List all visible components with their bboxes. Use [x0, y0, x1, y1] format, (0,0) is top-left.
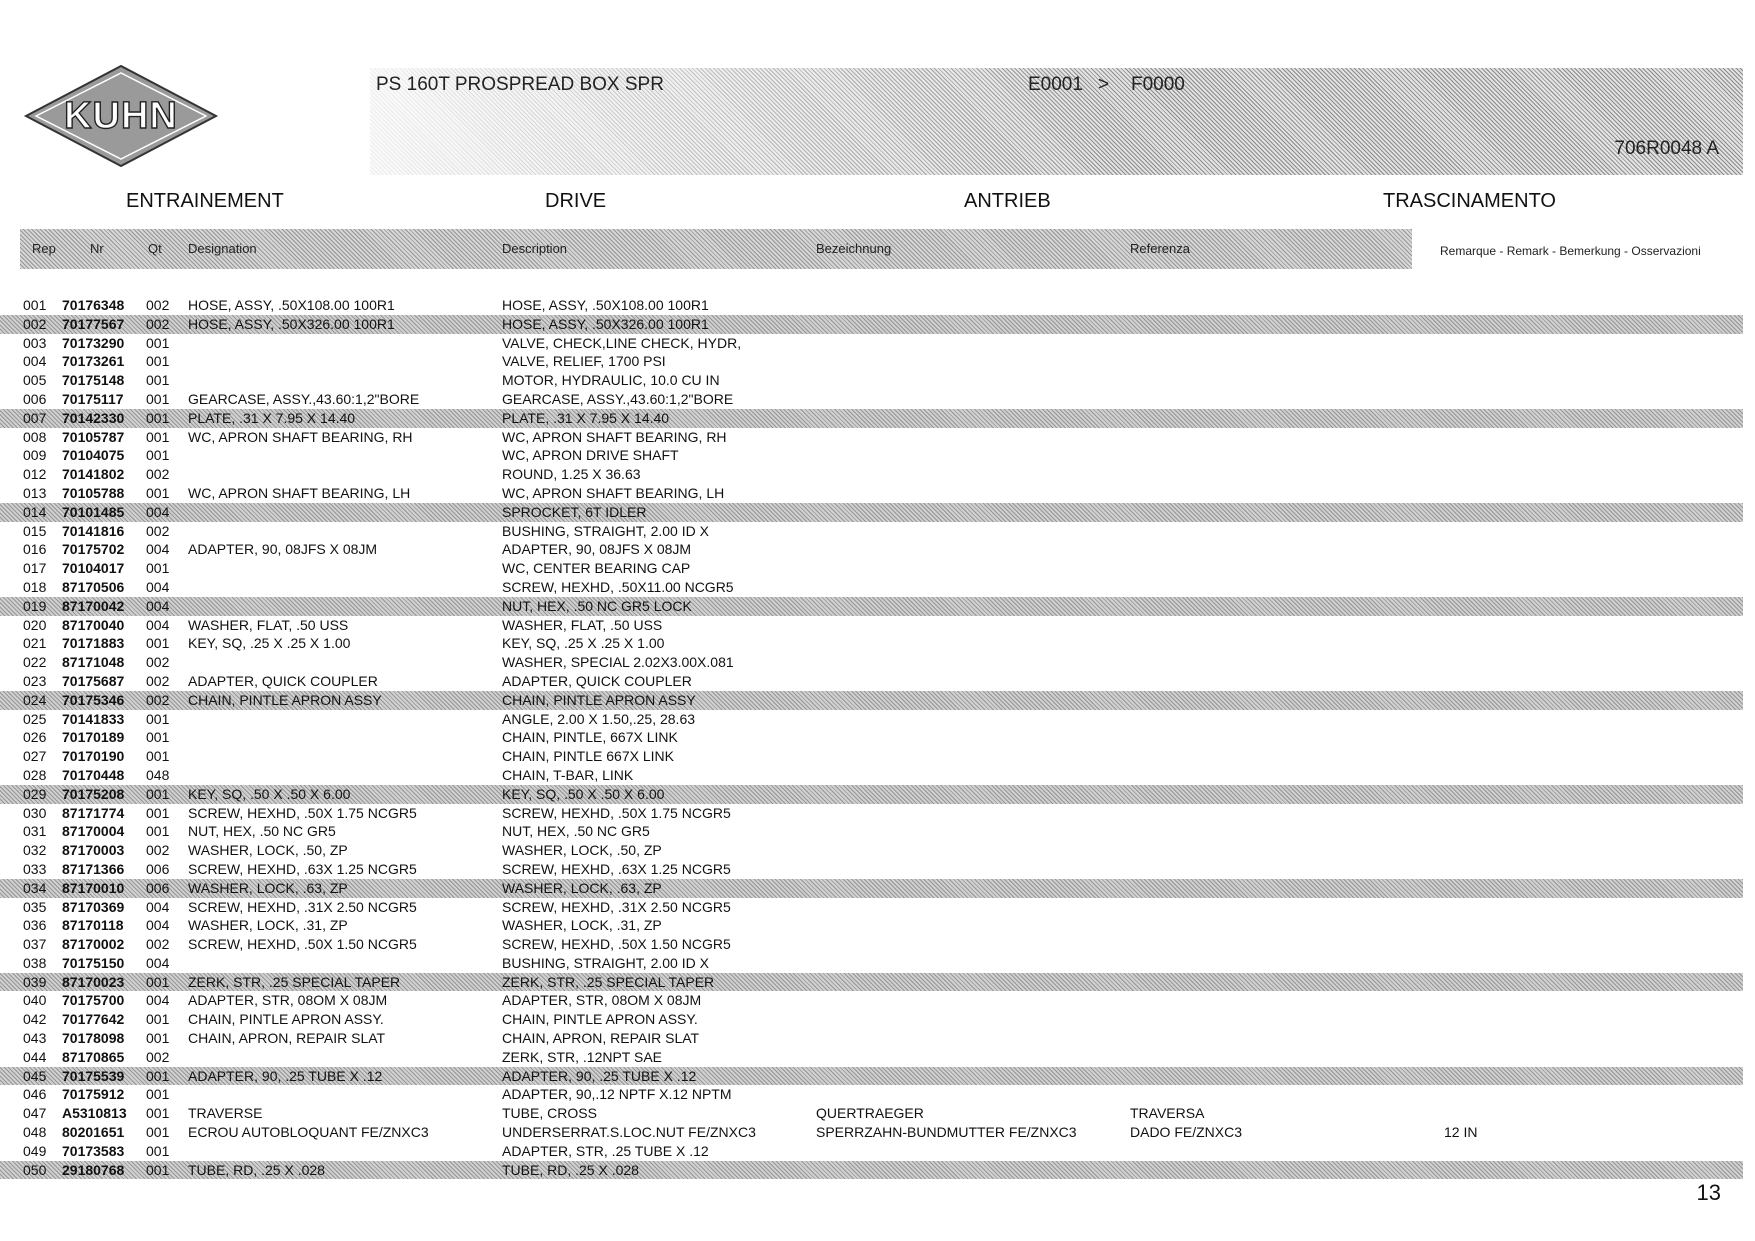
table-row	[0, 522, 1743, 541]
part-qty: 006	[146, 860, 170, 877]
part-designation-fr: GEARCASE, ASSY.,43.60:1,2"BORE	[188, 390, 420, 407]
table-row	[0, 804, 1743, 823]
part-qty: 002	[146, 654, 170, 671]
part-qty: 001	[146, 823, 170, 840]
part-number: 70175702	[62, 541, 125, 558]
part-designation-fr: ZERK, STR, .25 SPECIAL TAPER	[188, 973, 401, 990]
part-rep: 019	[23, 597, 47, 614]
part-number: 87170002	[62, 936, 125, 953]
part-number: 87170865	[62, 1048, 125, 1065]
part-rep: 022	[23, 654, 47, 671]
part-description-en: WC, APRON DRIVE SHAFT	[502, 447, 679, 464]
table-row	[0, 991, 1743, 1010]
part-qty: 002	[146, 672, 170, 689]
part-rep: 032	[23, 842, 47, 859]
part-designation-fr: WASHER, LOCK, .31, ZP	[188, 917, 348, 934]
part-rep: 023	[23, 672, 47, 689]
part-number: 87170040	[62, 616, 125, 633]
serial-from: E0001	[1028, 74, 1083, 95]
table-row	[0, 503, 1743, 522]
part-number: 87171048	[62, 654, 125, 671]
part-qty: 001	[146, 334, 170, 351]
part-description-en: CHAIN, T-BAR, LINK	[502, 766, 634, 783]
part-designation-fr: WC, APRON SHAFT BEARING, LH	[188, 484, 411, 501]
document-reference: 706R0048 A	[1614, 138, 1719, 159]
part-rep: 046	[23, 1086, 47, 1103]
section-title-en: DRIVE	[545, 190, 607, 212]
table-row	[0, 1048, 1743, 1067]
part-number: 70178098	[62, 1030, 125, 1047]
table-row	[0, 409, 1743, 428]
part-qty: 001	[146, 635, 170, 652]
part-number: 70175912	[62, 1086, 125, 1103]
table-row	[0, 728, 1743, 747]
part-rep: 003	[23, 334, 47, 351]
part-description-en: GEARCASE, ASSY.,43.60:1,2"BORE	[502, 390, 734, 407]
part-number: 70170190	[62, 748, 125, 765]
part-rep: 040	[23, 992, 47, 1009]
part-qty: 001	[146, 447, 170, 464]
part-number: 70177642	[62, 1011, 125, 1028]
table-row	[0, 315, 1743, 334]
table-row	[0, 296, 1743, 315]
part-rep: 037	[23, 936, 47, 953]
part-qty: 001	[146, 484, 170, 501]
part-qty: 004	[146, 578, 170, 595]
part-description-en: WASHER, LOCK, .31, ZP	[502, 917, 662, 934]
part-designation-fr: WASHER, LOCK, .50, ZP	[188, 842, 348, 859]
part-rep: 039	[23, 973, 47, 990]
part-rep: 050	[23, 1161, 47, 1178]
part-description-en: WASHER, SPECIAL 2.02X3.00X.081	[502, 654, 734, 671]
part-qty: 004	[146, 917, 170, 934]
table-row	[0, 879, 1743, 898]
part-bezeichnung-de: SPERRZAHN-BUNDMUTTER FE/ZNXC3	[816, 1124, 1077, 1141]
col-header-designation: Designation	[188, 241, 257, 256]
col-header-rep: Rep	[32, 241, 56, 256]
part-designation-fr: CHAIN, PINTLE APRON ASSY	[188, 691, 382, 708]
part-qty: 002	[146, 466, 170, 483]
part-rep: 044	[23, 1048, 47, 1065]
part-rep: 006	[23, 390, 47, 407]
part-description-en: WC, CENTER BEARING CAP	[502, 560, 691, 577]
part-number: 70142330	[62, 409, 125, 426]
table-row	[0, 747, 1743, 766]
part-designation-fr: HOSE, ASSY, .50X108.00 100R1	[188, 297, 395, 313]
part-number: 70175346	[62, 691, 125, 708]
part-number: 70175539	[62, 1067, 125, 1084]
table-row	[0, 785, 1743, 804]
part-designation-fr: ADAPTER, 90, 08JFS X 08JM	[188, 541, 378, 558]
part-designation-fr: WASHER, LOCK, .63, ZP	[188, 879, 348, 896]
part-qty: 004	[146, 992, 170, 1009]
part-number: 70105788	[62, 484, 125, 501]
part-designation-fr: KEY, SQ, .25 X .25 X 1.00	[188, 635, 351, 652]
part-number: 87170003	[62, 842, 125, 859]
part-number: 70170448	[62, 766, 125, 783]
part-description-en: ROUND, 1.25 X 36.63	[502, 466, 641, 483]
part-number: 70141816	[62, 522, 125, 539]
part-designation-fr: ADAPTER, STR, 08OM X 08JM	[188, 992, 388, 1009]
part-qty: 001	[146, 1011, 170, 1028]
part-bezeichnung-de: QUERTRAEGER	[816, 1105, 924, 1122]
table-row	[0, 935, 1743, 954]
table-row	[0, 634, 1743, 653]
part-rep: 049	[23, 1142, 47, 1159]
part-description-en: WC, APRON SHAFT BEARING, LH	[502, 484, 725, 501]
table-row	[0, 691, 1743, 710]
part-description-en: ZERK, STR, .25 SPECIAL TAPER	[502, 973, 715, 990]
table-row	[0, 559, 1743, 578]
part-number: 87171366	[62, 860, 125, 877]
part-rep: 009	[23, 447, 47, 464]
part-description-en: SCREW, HEXHD, .50X 1.75 NCGR5	[502, 804, 731, 821]
part-rep: 033	[23, 860, 47, 877]
part-qty: 002	[146, 691, 170, 708]
part-rep: 002	[23, 315, 47, 332]
part-number: 70104017	[62, 560, 125, 577]
part-number: 29180768	[62, 1161, 125, 1178]
part-designation-fr: WC, APRON SHAFT BEARING, RH	[188, 428, 413, 445]
serial-to: F0000	[1131, 74, 1185, 95]
part-description-en: NUT, HEX, .50 NC GR5	[502, 823, 650, 840]
table-row	[0, 710, 1743, 729]
part-qty: 004	[146, 503, 170, 520]
table-row	[0, 540, 1743, 559]
part-qty: 001	[146, 1124, 170, 1141]
part-rep: 008	[23, 428, 47, 445]
section-title-fr: ENTRAINEMENT	[126, 190, 284, 212]
serial-separator: >	[1098, 74, 1110, 95]
table-row	[0, 1085, 1743, 1104]
table-row	[0, 1067, 1743, 1086]
part-designation-fr: ECROU AUTOBLOQUANT FE/ZNXC3	[188, 1124, 429, 1141]
col-header-referenza: Referenza	[1130, 241, 1190, 256]
table-row	[0, 334, 1743, 353]
part-qty: 001	[146, 1030, 170, 1047]
part-qty: 001	[146, 1161, 170, 1178]
part-qty: 001	[146, 353, 170, 370]
part-designation-fr: PLATE, .31 X 7.95 X 14.40	[188, 409, 356, 426]
part-number: 70175700	[62, 992, 125, 1009]
part-rep: 001	[23, 297, 47, 313]
col-header-description: Description	[502, 241, 568, 256]
part-description-en: NUT, HEX, .50 NC GR5 LOCK	[502, 597, 692, 614]
part-qty: 001	[146, 1142, 170, 1159]
part-description-en: VALVE, RELIEF, 1700 PSI	[502, 353, 666, 370]
part-qty: 001	[146, 804, 170, 821]
part-qty: 001	[146, 748, 170, 765]
part-designation-fr: ADAPTER, 90, .25 TUBE X .12	[188, 1067, 383, 1084]
part-number: 87170042	[62, 597, 125, 614]
part-designation-fr: ADAPTER, QUICK COUPLER	[188, 672, 378, 689]
table-row	[0, 597, 1743, 616]
part-number: 70177567	[62, 315, 125, 332]
part-qty: 001	[146, 1086, 170, 1103]
part-number: 70141802	[62, 466, 125, 483]
part-designation-fr: SCREW, HEXHD, .50X 1.50 NCGR5	[188, 936, 417, 953]
table-row	[0, 860, 1743, 879]
part-designation-fr: SCREW, HEXHD, .50X 1.75 NCGR5	[188, 804, 417, 821]
part-designation-fr: NUT, HEX, .50 NC GR5	[188, 823, 336, 840]
part-rep: 012	[23, 466, 47, 483]
table-row	[0, 954, 1743, 973]
part-description-en: MOTOR, HYDRAULIC, 10.0 CU IN	[502, 372, 720, 389]
part-description-en: ADAPTER, 90, 08JFS X 08JM	[502, 541, 692, 558]
part-qty: 001	[146, 729, 170, 746]
part-rep: 027	[23, 748, 47, 765]
part-description-en: WASHER, LOCK, .63, ZP	[502, 879, 662, 896]
part-number: 70104075	[62, 447, 125, 464]
part-description-en: SPROCKET, 6T IDLER	[502, 503, 647, 520]
part-rep: 035	[23, 898, 47, 915]
part-description-en: PLATE, .31 X 7.95 X 14.40	[502, 409, 670, 426]
part-rep: 021	[23, 635, 47, 652]
part-description-en: KEY, SQ, .50 X .50 X 6.00	[502, 785, 665, 802]
part-rep: 038	[23, 954, 47, 971]
part-number: 87171774	[62, 804, 125, 821]
part-qty: 002	[146, 936, 170, 953]
part-qty: 001	[146, 428, 170, 445]
part-rep: 025	[23, 710, 47, 727]
part-qty: 004	[146, 597, 170, 614]
part-number: 70173290	[62, 334, 125, 351]
part-number: 70175150	[62, 954, 125, 971]
part-rep: 013	[23, 484, 47, 501]
part-remark: 12 IN	[1444, 1124, 1478, 1141]
part-rep: 047	[23, 1105, 47, 1122]
part-description-en: SCREW, HEXHD, .63X 1.25 NCGR5	[502, 860, 731, 877]
section-title-de: ANTRIEB	[964, 190, 1051, 212]
col-header-nr: Nr	[90, 241, 104, 256]
part-description-en: ZERK, STR, .12NPT SAE	[502, 1048, 663, 1065]
part-number: 70173583	[62, 1142, 125, 1159]
table-row	[0, 1142, 1743, 1161]
part-number: 87170004	[62, 823, 125, 840]
table-row	[0, 578, 1743, 597]
table-row	[0, 352, 1743, 371]
part-designation-fr: HOSE, ASSY, .50X326.00 100R1	[188, 315, 395, 332]
part-number: 70170189	[62, 729, 125, 746]
part-number: 87170023	[62, 973, 125, 990]
document-title: PS 160T PROSPREAD BOX SPR	[376, 74, 664, 95]
part-rep: 034	[23, 879, 47, 896]
part-qty: 001	[146, 560, 170, 577]
part-rep: 030	[23, 804, 47, 821]
part-description-en: HOSE, ASSY, .50X326.00 100R1	[502, 315, 709, 332]
part-rep: 018	[23, 578, 47, 595]
table-row	[0, 484, 1743, 503]
col-header-bezeichnung: Bezeichnung	[816, 241, 892, 256]
table-row	[0, 446, 1743, 465]
part-description-en: ADAPTER, QUICK COUPLER	[502, 672, 692, 689]
part-description-en: ADAPTER, 90,.12 NPTF X.12 NPTM	[502, 1086, 732, 1103]
part-number: 80201651	[62, 1124, 125, 1141]
part-number: 70105787	[62, 428, 125, 445]
col-header-remark: Remarque - Remark - Bemerkung - Osservazioni	[1440, 244, 1701, 258]
table-row	[0, 1161, 1743, 1180]
part-rep: 015	[23, 522, 47, 539]
section-title-it: TRASCINAMENTO	[1383, 190, 1556, 212]
part-number: 70101485	[62, 503, 125, 520]
part-description-en: BUSHING, STRAIGHT, 2.00 ID X	[502, 522, 709, 539]
part-qty: 001	[146, 409, 170, 426]
part-qty: 002	[146, 1048, 170, 1065]
part-number: 70176348	[62, 297, 125, 313]
table-row	[0, 766, 1743, 785]
part-number: 70175208	[62, 785, 125, 802]
table-row	[0, 822, 1743, 841]
part-description-en: TUBE, RD, .25 X .028	[502, 1161, 639, 1178]
part-rep: 036	[23, 917, 47, 934]
part-description-en: VALVE, CHECK,LINE CHECK, HYDR,	[502, 334, 742, 351]
part-description-en: ADAPTER, STR, .25 TUBE X .12	[502, 1142, 709, 1159]
parts-list	[0, 296, 1743, 1179]
part-rep: 020	[23, 616, 47, 633]
part-rep: 017	[23, 560, 47, 577]
part-qty: 002	[146, 522, 170, 539]
table-row	[0, 616, 1743, 635]
part-rep: 048	[23, 1124, 47, 1141]
table-row	[0, 841, 1743, 860]
part-designation-fr: CHAIN, APRON, REPAIR SLAT	[188, 1030, 386, 1047]
table-row	[0, 1029, 1743, 1048]
table-row	[0, 1123, 1743, 1142]
part-qty: 001	[146, 785, 170, 802]
part-qty: 004	[146, 616, 170, 633]
part-rep: 029	[23, 785, 47, 802]
part-number: 70175117	[62, 390, 124, 407]
part-rep: 026	[23, 729, 47, 746]
table-row	[0, 371, 1743, 390]
part-description-en: CHAIN, PINTLE APRON ASSY	[502, 691, 696, 708]
table-row	[0, 390, 1743, 409]
table-row	[0, 916, 1743, 935]
part-designation-fr: TRAVERSE	[188, 1105, 263, 1122]
table-row	[0, 653, 1743, 672]
part-rep: 028	[23, 766, 47, 783]
header-band	[370, 68, 1743, 175]
part-description-en: KEY, SQ, .25 X .25 X 1.00	[502, 635, 665, 652]
col-header-qt: Qt	[148, 241, 162, 256]
part-rep: 014	[23, 503, 47, 520]
part-rep: 042	[23, 1011, 47, 1028]
part-qty: 001	[146, 710, 170, 727]
part-number: 87170010	[62, 879, 125, 896]
part-description-en: CHAIN, PINTLE, 667X LINK	[502, 729, 678, 746]
part-qty: 001	[146, 390, 170, 407]
part-description-en: HOSE, ASSY, .50X108.00 100R1	[502, 297, 709, 313]
part-description-en: SCREW, HEXHD, .31X 2.50 NCGR5	[502, 898, 731, 915]
table-row	[0, 465, 1743, 484]
part-rep: 016	[23, 541, 47, 558]
part-number: 87170369	[62, 898, 125, 915]
table-row	[0, 898, 1743, 917]
part-rep: 045	[23, 1067, 47, 1084]
part-number: A5310813	[62, 1105, 127, 1122]
part-number: 87170506	[62, 578, 125, 595]
part-qty: 001	[146, 973, 170, 990]
page-number: 13	[1696, 1180, 1721, 1205]
part-designation-fr: SCREW, HEXHD, .63X 1.25 NCGR5	[188, 860, 417, 877]
part-referenza-it: TRAVERSA	[1130, 1105, 1205, 1122]
part-description-en: SCREW, HEXHD, .50X 1.50 NCGR5	[502, 936, 731, 953]
kuhn-logo	[22, 62, 220, 170]
part-description-en: UNDERSERRAT.S.LOC.NUT FE/ZNXC3	[502, 1124, 756, 1141]
table-row	[0, 428, 1743, 447]
part-description-en: ADAPTER, 90, .25 TUBE X .12	[502, 1067, 697, 1084]
part-number: 70171883	[62, 635, 125, 652]
part-referenza-it: DADO FE/ZNXC3	[1130, 1124, 1243, 1141]
part-designation-fr: SCREW, HEXHD, .31X 2.50 NCGR5	[188, 898, 417, 915]
part-rep: 004	[23, 353, 47, 370]
part-description-en: WASHER, LOCK, .50, ZP	[502, 842, 662, 859]
part-description-en: WASHER, FLAT, .50 USS	[502, 616, 663, 633]
part-designation-fr: TUBE, RD, .25 X .028	[188, 1161, 325, 1178]
table-row	[0, 1010, 1743, 1029]
part-designation-fr: KEY, SQ, .50 X .50 X 6.00	[188, 785, 351, 802]
part-qty: 001	[146, 1067, 170, 1084]
part-description-en: WC, APRON SHAFT BEARING, RH	[502, 428, 727, 445]
part-qty: 002	[146, 842, 170, 859]
part-designation-fr: CHAIN, PINTLE APRON ASSY.	[188, 1011, 384, 1028]
part-description-en: ANGLE, 2.00 X 1.50,.25, 28.63	[502, 710, 696, 727]
part-qty: 002	[146, 297, 170, 313]
logo-text: KUHN	[64, 95, 178, 137]
part-qty: 002	[146, 315, 170, 332]
part-number: 70175148	[62, 372, 125, 389]
part-description-en: ADAPTER, STR, 08OM X 08JM	[502, 992, 702, 1009]
part-rep: 024	[23, 691, 47, 708]
part-qty: 004	[146, 954, 170, 971]
part-rep: 043	[23, 1030, 47, 1047]
part-rep: 005	[23, 372, 47, 389]
part-rep: 031	[23, 823, 47, 840]
part-qty: 001	[146, 1105, 170, 1122]
table-row	[0, 1104, 1743, 1123]
part-qty: 004	[146, 898, 170, 915]
part-qty: 001	[146, 372, 170, 389]
part-qty: 006	[146, 879, 170, 896]
part-number: 87170118	[62, 917, 124, 934]
table-row	[0, 672, 1743, 691]
part-description-en: SCREW, HEXHD, .50X11.00 NCGR5	[502, 578, 734, 595]
part-qty: 048	[146, 766, 170, 783]
part-number: 70141833	[62, 710, 125, 727]
part-description-en: CHAIN, PINTLE 667X LINK	[502, 748, 674, 765]
part-number: 70173261	[62, 353, 125, 370]
part-description-en: CHAIN, PINTLE APRON ASSY.	[502, 1011, 698, 1028]
table-row	[0, 973, 1743, 992]
part-number: 70175687	[62, 672, 125, 689]
part-description-en: BUSHING, STRAIGHT, 2.00 ID X	[502, 954, 709, 971]
part-description-en: TUBE, CROSS	[502, 1105, 597, 1122]
part-rep: 007	[23, 409, 47, 426]
part-designation-fr: WASHER, FLAT, .50 USS	[188, 616, 349, 633]
part-description-en: CHAIN, APRON, REPAIR SLAT	[502, 1030, 700, 1047]
part-qty: 004	[146, 541, 170, 558]
